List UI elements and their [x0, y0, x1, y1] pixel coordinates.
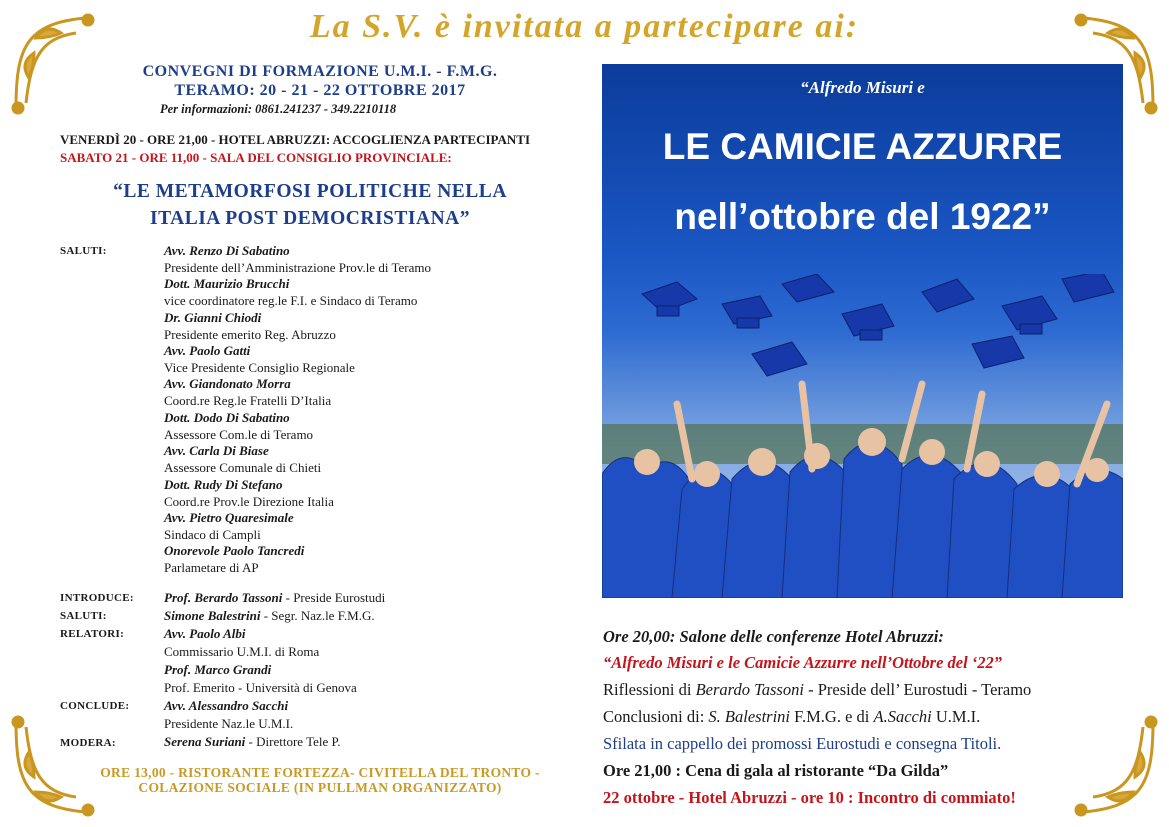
conference-title-line1: “LE METAMORFOSI POLITICHE NELLA — [113, 181, 507, 202]
introduce-role: - Preside Eurostudi — [282, 590, 386, 605]
conclude-name: Avv. Alessandro Sacchi — [164, 698, 289, 713]
conclude-label: CONCLUDE: — [60, 700, 130, 712]
graduates-photo — [602, 274, 1123, 598]
convegni-dates: TERAMO: 20 - 21 - 22 OTTOBRE 2017 — [174, 82, 466, 99]
conclusions-label: Conclusioni di: — [603, 707, 709, 726]
relatori-label: RELATORI: — [60, 628, 125, 640]
reflections-role: - Preside dell’ Eurostudi - Teramo — [803, 680, 1032, 699]
venerdi-line: VENERDÌ 20 - ORE 21,00 - HOTEL ABRUZZI: ACCOGLIENZA PARTECIPANTI — [60, 132, 531, 147]
evening-line3 — [603, 680, 1031, 700]
convegni-header — [110, 62, 530, 100]
modera-label: MODERA: — [60, 737, 116, 749]
convegni-title: CONVEGNI DI FORMAZIONE U.M.I. - F.M.G. — [142, 63, 498, 80]
graduation-cap-icon — [782, 274, 834, 302]
evening-line5: Sfilata in cappello dei promossi Eurostudi e consegna Titoli. — [603, 734, 1002, 753]
evening-line1: Ore 20,00: Salone delle conferenze Hotel Abruzzi: — [603, 627, 944, 646]
graduation-cap-icon — [752, 342, 807, 376]
sabato-line: SABATO 21 - ORE 11,00 - SALA DEL CONSIGLIO PROVINCIALE: — [60, 150, 452, 165]
conclude-role: Presidente Naz.le U.M.I. — [164, 716, 294, 731]
conclusions-speaker1: S. Balestrini — [708, 707, 791, 726]
invitation-headline: La S.V. è invitata a partecipare ai: — [309, 8, 860, 45]
poster — [602, 64, 1123, 598]
graduation-cap-icon — [922, 279, 974, 312]
poster-subtitle: “Alfredo Misuri e — [800, 78, 925, 97]
saluti-label: SALUTI: — [60, 245, 107, 257]
lunch-note — [60, 765, 580, 795]
conference-title — [60, 178, 560, 232]
speaker-role: Parlametare di AP — [164, 560, 259, 575]
speaker-role: Assessore Com.le di Teramo — [164, 427, 314, 442]
saluti2-name: Simone Balestrini — [164, 608, 261, 623]
speaker-name: Avv. Giandonato Morra — [164, 376, 291, 391]
graduation-cap-icon — [1062, 274, 1114, 302]
speaker-role: Presidente dell’Amministrazione Prov.le di Teramo — [164, 260, 431, 275]
speaker-name: Onorevole Paolo Tancredi — [164, 543, 305, 558]
speaker-role: vice coordinatore reg.le F.I. e Sindaco di Teramo — [164, 293, 418, 308]
poster-title-line1: LE CAMICIE AZZURRE — [662, 126, 1063, 167]
speaker-name: Avv. Pietro Quaresimale — [164, 510, 294, 525]
introduce-label: INTRODUCE: — [60, 592, 134, 604]
conclusions-mid: F.M.G. e di — [790, 707, 874, 726]
conference-title-line2: ITALIA POST DEMOCRISTIANA” — [149, 208, 470, 229]
reflections-label: Riflessioni di — [603, 680, 696, 699]
speaker-name: Dott. Maurizio Brucchi — [164, 276, 290, 291]
speaker-role: Coord.re Reg.le Fratelli D’Italia — [164, 393, 332, 408]
speaker-name: Avv. Renzo Di Sabatino — [164, 243, 290, 258]
conclusions-end: U.M.I. — [931, 707, 981, 726]
speaker-role: Coord.re Prov.le Direzione Italia — [164, 494, 334, 509]
graduation-cap-icon — [1002, 296, 1057, 334]
lunch-line1: ORE 13,00 - RISTORANTE FORTEZZA- CIVITELLA DEL TRONTO - — [100, 765, 540, 780]
evening-line2: “Alfredo Misuri e le Camicie Azzurre nell’Ottobre del ‘22” — [603, 653, 1003, 672]
speaker-role: Vice Presidente Consiglio Regionale — [164, 360, 355, 375]
relatore-name: Prof. Marco Grandi — [164, 662, 272, 677]
graduation-cap-icon — [972, 336, 1024, 368]
relatore-name: Avv. Paolo Albi — [164, 626, 246, 641]
info-contacts: Per informazioni: 0861.241237 - 349.2210118 — [160, 102, 397, 116]
modera-line — [164, 734, 341, 750]
relatore-role: Commissario U.M.I. di Roma — [164, 644, 320, 659]
speaker-role: Presidente emerito Reg. Abruzzo — [164, 327, 336, 342]
conclusions-speaker2: A.Sacchi — [873, 707, 932, 726]
modera-name: Serena Suriani — [164, 734, 246, 749]
poster-title-line2: nell’ottobre del 1922” — [674, 196, 1051, 237]
modera-role: - Direttore Tele P. — [245, 734, 341, 749]
saluti2-role: - Segr. Naz.le F.M.G. — [260, 608, 375, 623]
speaker-name: Dott. Dodo Di Sabatino — [164, 410, 290, 425]
speaker-name: Avv. Carla Di Biase — [164, 443, 269, 458]
speaker-role: Sindaco di Campli — [164, 527, 261, 542]
evening-line7: 22 ottobre - Hotel Abruzzi - ore 10 : Incontro di commiato! — [603, 788, 1016, 807]
relatore-role: Prof. Emerito - Università di Genova — [164, 680, 357, 695]
evening-line6: Ore 21,00 : Cena di gala al ristorante “Da Gilda” — [603, 761, 949, 780]
speaker-role: Assessore Comunale di Chieti — [164, 460, 322, 475]
introduce-name: Prof. Berardo Tassoni — [164, 590, 283, 605]
speaker-name: Avv. Paolo Gatti — [164, 343, 251, 358]
graduation-cap-icon — [722, 296, 772, 328]
evening-line4 — [603, 707, 980, 727]
reflections-speaker: Berardo Tassoni — [695, 680, 804, 699]
graduation-cap-icon — [842, 304, 894, 340]
saluti2-label: SALUTI: — [60, 610, 107, 622]
speaker-name: Dott. Rudy Di Stefano — [164, 477, 283, 492]
ornament-corner-icon — [1073, 712, 1163, 822]
lunch-line2: COLAZIONE SOCIALE (IN PULLMAN ORGANIZZATO) — [138, 780, 502, 795]
graduation-cap-icon — [642, 282, 697, 316]
speaker-name: Dr. Gianni Chiodi — [164, 310, 262, 325]
introduce-line — [164, 590, 385, 606]
saluti2-line — [164, 608, 375, 624]
